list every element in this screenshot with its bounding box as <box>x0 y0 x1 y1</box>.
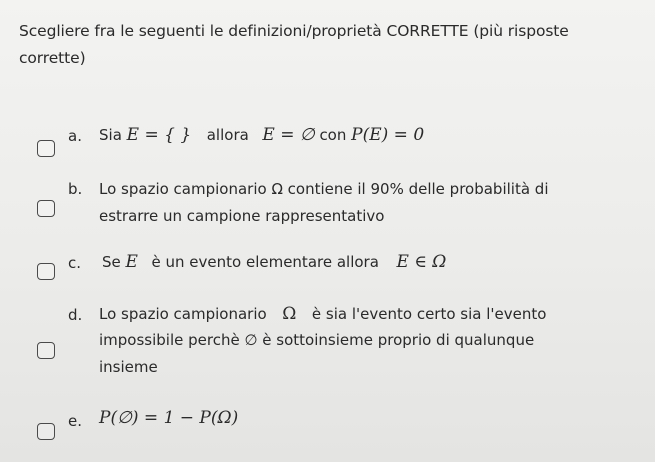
option-e-math-1: P(∅) = 1 − P(Ω) <box>99 408 239 428</box>
option-a-math-1: E = { } <box>126 125 192 145</box>
option-a-checkbox[interactable] <box>37 140 55 157</box>
option-d-line-1-math: Ω <box>282 304 297 324</box>
option-b-letter: b. <box>68 180 83 198</box>
option-c-checkbox[interactable] <box>37 263 55 280</box>
option-a-text[interactable] <box>99 125 424 145</box>
option-d-line-1-a: Lo spazio campionario <box>99 305 267 323</box>
option-e-checkbox[interactable] <box>37 423 55 440</box>
option-a-text-3: con <box>319 126 347 144</box>
option-d-line-1[interactable] <box>99 304 546 324</box>
option-a-text-1: Sia <box>99 126 122 144</box>
option-c-text-2: è un evento elementare allora <box>151 253 379 271</box>
option-a-math-2: E = ∅ <box>262 125 315 145</box>
option-d-line-1-b: è sia l'evento certo sia l'evento <box>311 305 547 323</box>
option-d-line-3[interactable]: insieme <box>99 358 158 376</box>
option-c-math-2: E ∈ Ω <box>396 252 447 272</box>
option-b-line-2[interactable]: estrarre un campione rappresentativo <box>99 207 385 225</box>
option-c-letter: c. <box>68 254 82 272</box>
option-b-line-1[interactable]: Lo spazio campionario Ω contiene il 90% delle probabilità di <box>99 180 549 198</box>
option-d-checkbox[interactable] <box>37 342 55 359</box>
option-d-line-2[interactable]: impossibile perchè ∅ è sottoinsieme proprio di qualunque <box>99 331 535 349</box>
option-a-text-2: allora <box>206 126 249 144</box>
option-e-text[interactable] <box>99 408 238 428</box>
option-b-checkbox[interactable] <box>37 200 55 217</box>
option-c-text[interactable] <box>102 252 446 272</box>
option-c-text-1: Se <box>102 253 121 271</box>
option-c-math-1: E <box>125 252 138 272</box>
option-a-math-3: P(E) = 0 <box>351 125 425 145</box>
option-a-letter: a. <box>68 127 82 145</box>
question-text: Scegliere fra le seguenti le definizioni/proprietà CORRETTE (più risposte corrette) <box>19 22 569 67</box>
option-e-letter: e. <box>68 412 82 430</box>
option-d-letter: d. <box>68 306 83 324</box>
